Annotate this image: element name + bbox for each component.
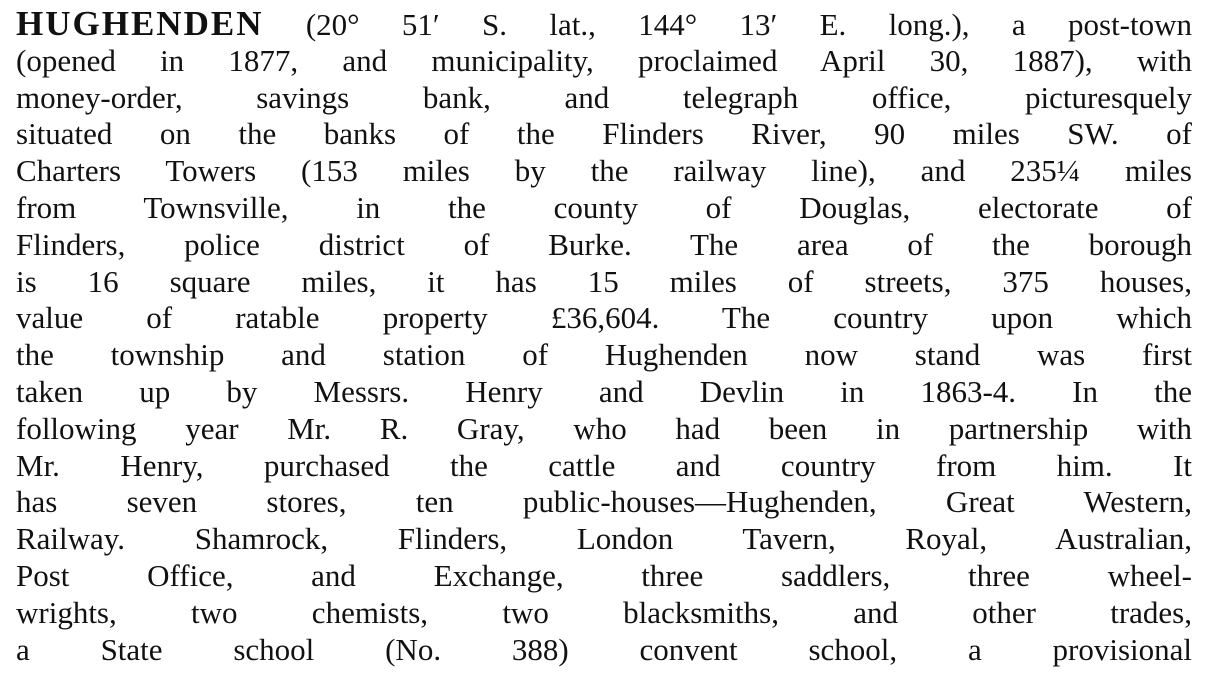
entry-line-17: a State school (No. 388) convent school, a provisional bbox=[16, 631, 1192, 667]
gazetteer-entry bbox=[16, 6, 1192, 668]
entry-line-15: Post Office, and Exchange, three saddlers, three wheel- bbox=[16, 557, 1192, 593]
entry-headword: HUGHENDEN bbox=[16, 6, 264, 43]
entry-line-9: the township and station of Hughenden now stand was first bbox=[16, 337, 1192, 373]
entry-line-4: Charters Towers (153 miles by the railway line), and 235¼ miles bbox=[16, 153, 1192, 189]
entry-line-1: (opened in 1877, and municipality, proclaimed April 30, 1887), with bbox=[16, 42, 1192, 78]
entry-line-7: is 16 square miles, it has 15 miles of streets, 375 houses, bbox=[16, 263, 1192, 299]
entry-line-2: money-order, savings bank, and telegraph office, picturesquely bbox=[16, 79, 1192, 115]
entry-line-16: wrights, two chemists, two blacksmiths, and other trades, bbox=[16, 594, 1192, 630]
entry-line-0-text: (20° 51′ S. lat., 144° 13′ E. long.), a post-town bbox=[305, 7, 1192, 42]
entry-line-3: situated on the banks of the Flinders River, 90 miles SW. of bbox=[16, 116, 1192, 152]
entry-line-8: value of ratable property £36,604. The country upon which bbox=[16, 300, 1192, 336]
entry-line-6: Flinders, police district of Burke. The area of the borough bbox=[16, 226, 1192, 262]
entry-line-13: has seven stores, ten public-houses—Hughenden, Great Western, bbox=[16, 484, 1192, 520]
entry-line-0 bbox=[16, 6, 1192, 43]
entry-line-11: following year Mr. R. Gray, who had been in partnership with bbox=[16, 410, 1192, 446]
entry-line-10: taken up by Messrs. Henry and Devlin in 1863-4. In the bbox=[16, 373, 1192, 409]
entry-line-12: Mr. Henry, purchased the cattle and country from him. It bbox=[16, 447, 1192, 483]
entry-line-5: from Townsville, in the county of Douglas, electorate of bbox=[16, 189, 1192, 225]
entry-line-14: Railway. Shamrock, Flinders, London Tavern, Royal, Australian, bbox=[16, 521, 1192, 557]
